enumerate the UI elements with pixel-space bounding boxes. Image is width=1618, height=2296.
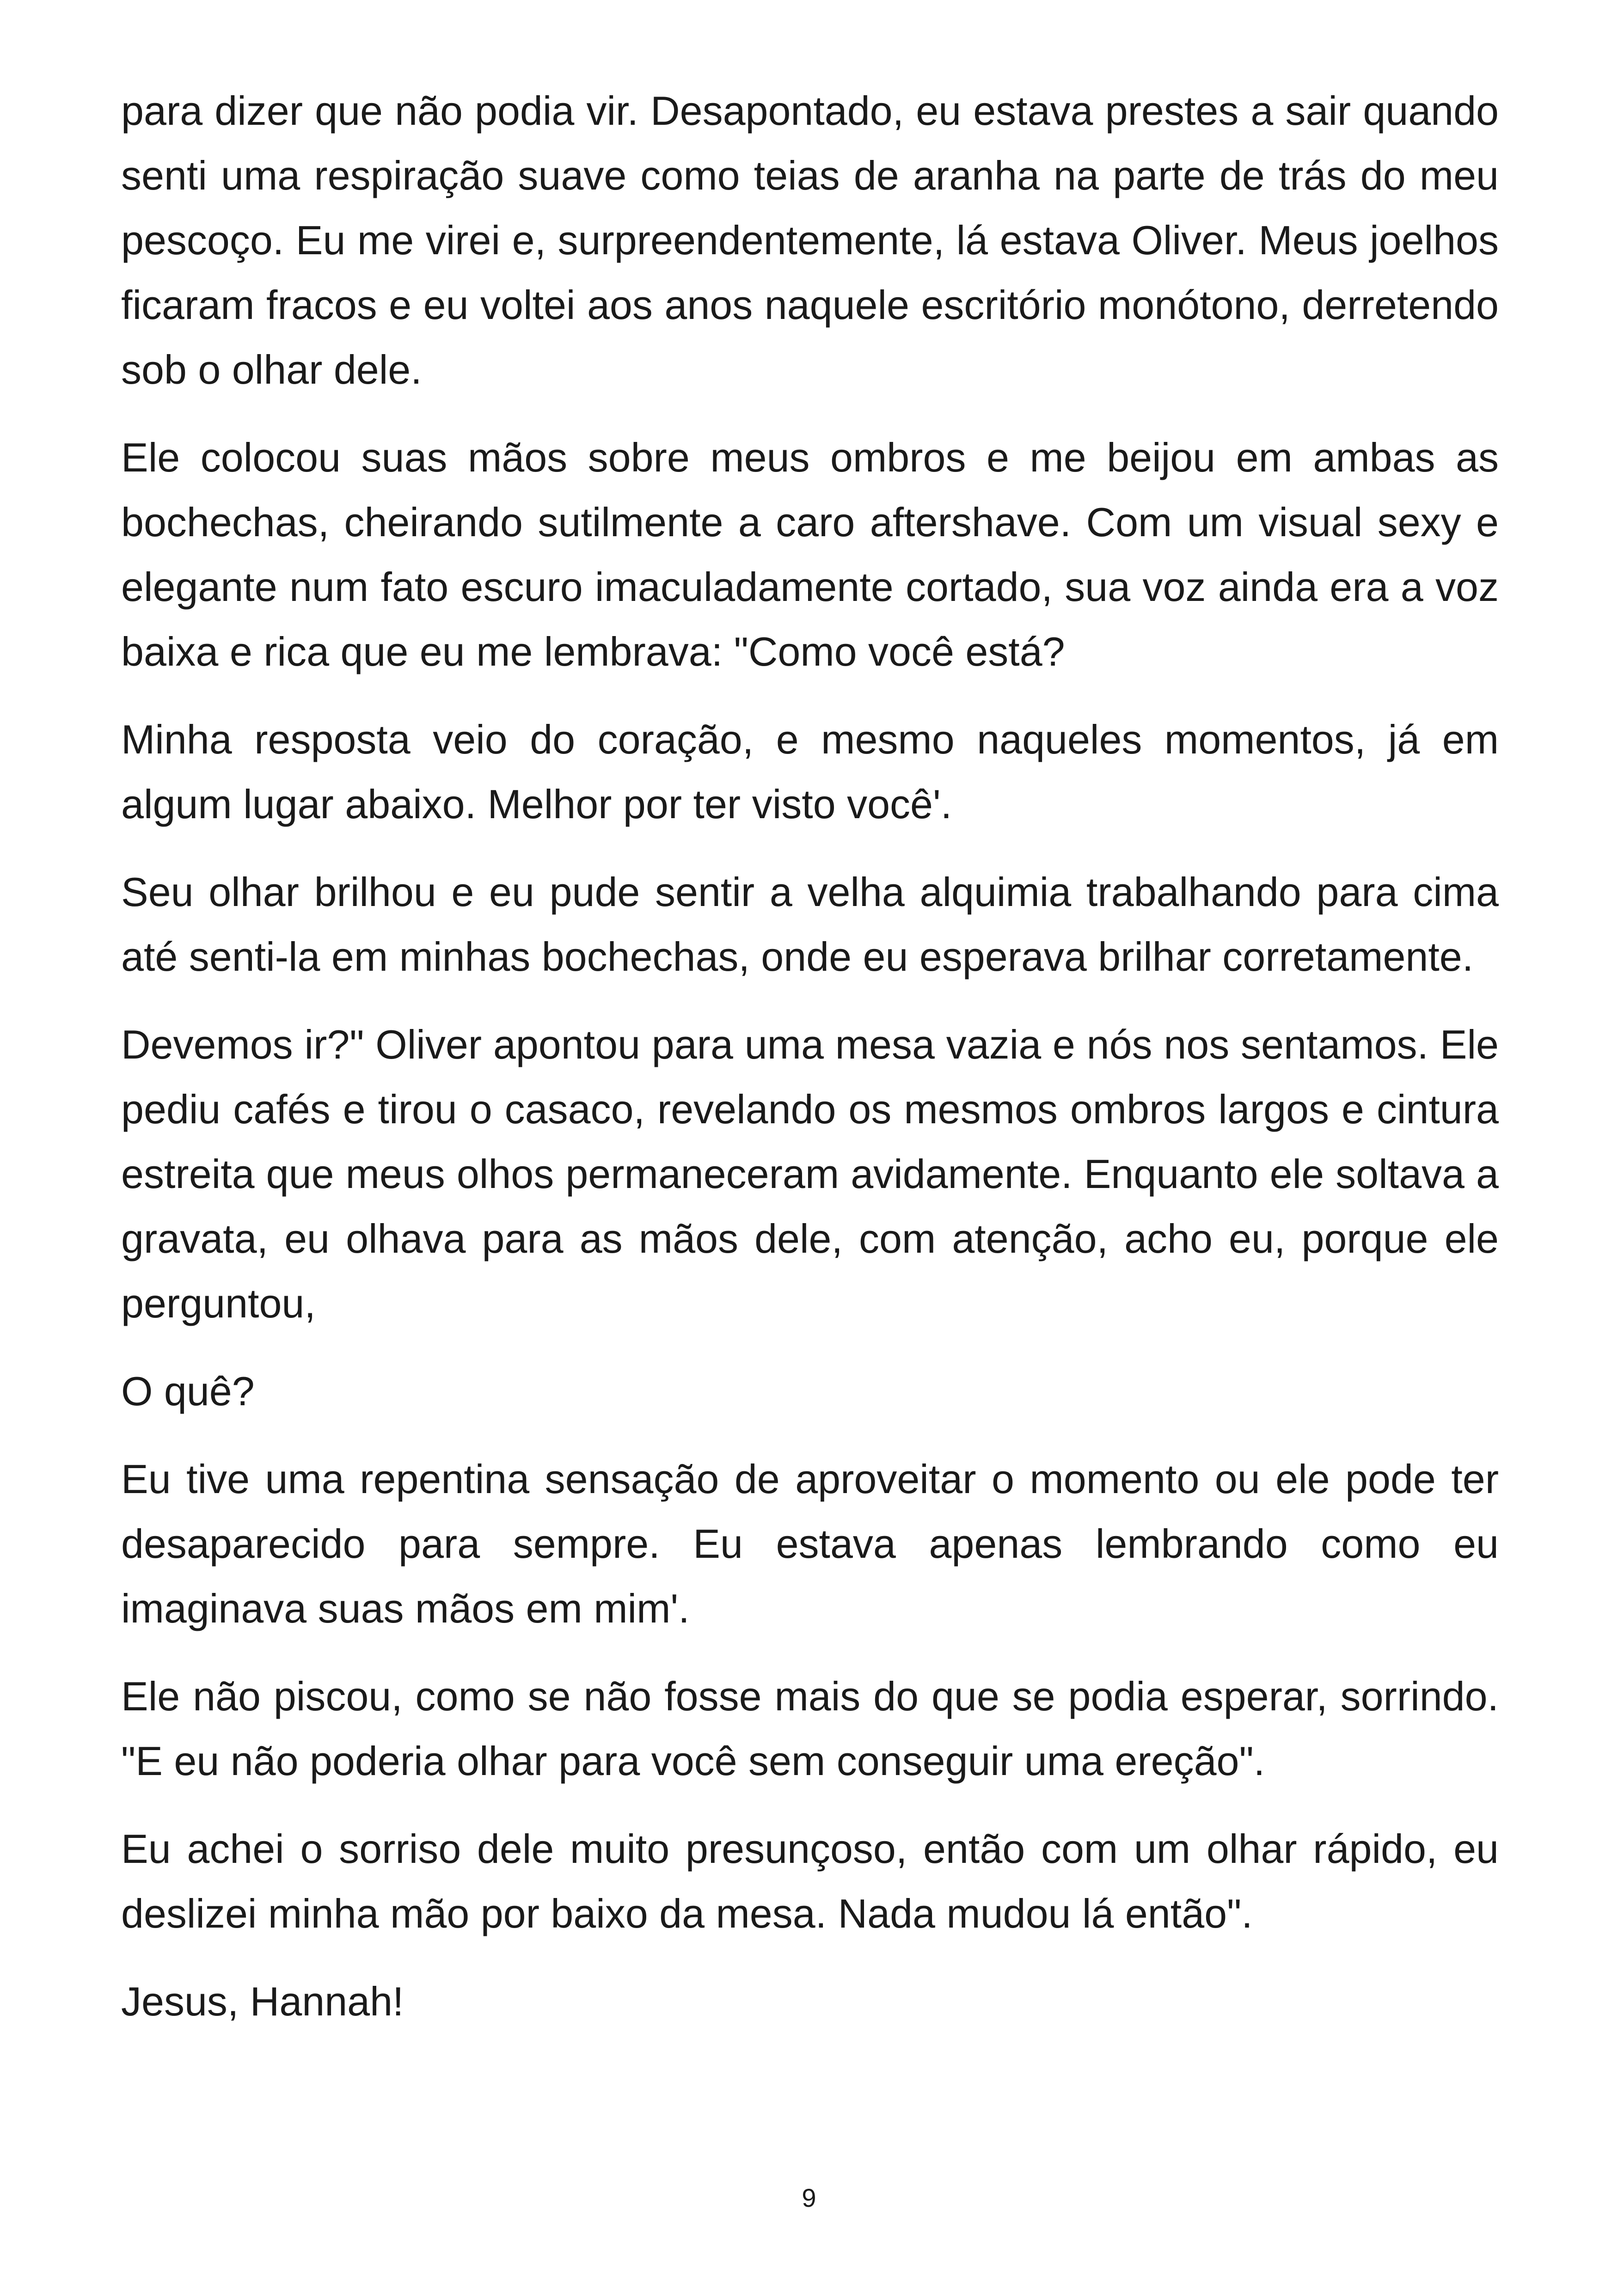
paragraph-10: Jesus, Hannah! xyxy=(121,1978,404,2024)
paragraph-1: para dizer que não podia vir. Desapontado, eu estava prestes a sair quando senti uma respiração suave como teias de aranha na parte de trás do meu pescoço. Eu me virei e, surpreendentemente, lá estava Oliver. Meus joelhos ficaram fracos e eu voltei aos anos naquele escritório monótono, derretendo sob o olhar dele. xyxy=(121,88,1499,392)
paragraph-4: Seu olhar brilhou e eu pude sentir a velha alquimia trabalhando para cima até senti-la em minhas bochechas, onde eu esperava brilhar corretamente. xyxy=(121,869,1499,980)
paragraph-8: Ele não piscou, como se não fosse mais do que se podia esperar, sorrindo. "E eu não poderia olhar para você sem conseguir uma ereção". xyxy=(121,1673,1499,1784)
paragraph-2: Ele colocou suas mãos sobre meus ombros e me beijou em ambas as bochechas, cheirando sutilmente a caro aftershave. Com um visual sexy e elegante num fato escuro imaculadamente cortado, sua voz ainda era a voz baixa e rica que eu me lembrava: "Como você está? xyxy=(121,435,1499,674)
paragraph-9: Eu achei o sorriso dele muito presunçoso, então com um olhar rápido, eu deslizei minha mão por baixo da mesa. Nada mudou lá então". xyxy=(121,1826,1499,1936)
paragraph-6: O quê? xyxy=(121,1368,255,1414)
paragraph-7: Eu tive uma repentina sensação de aproveitar o momento ou ele pode ter desaparecido para sempre. Eu estava apenas lembrando como eu imaginava suas mãos em mim'. xyxy=(121,1456,1499,1631)
document-body xyxy=(121,79,1499,2057)
page-number: 9 xyxy=(802,2183,816,2212)
paragraph-5: Devemos ir?" Oliver apontou para uma mesa vazia e nós nos sentamos. Ele pediu cafés e tirou o casaco, revelando os mesmos ombros largos e cintura estreita que meus olhos permaneceram avidamente. Enquanto ele soltava a gravata, eu olhava para as mãos dele, com atenção, acho eu, porque ele perguntou, xyxy=(121,1022,1499,1326)
paragraph-3: Minha resposta veio do coração, e mesmo naqueles momentos, já em algum lugar abaixo. Melhor por ter visto você'. xyxy=(121,716,1499,827)
